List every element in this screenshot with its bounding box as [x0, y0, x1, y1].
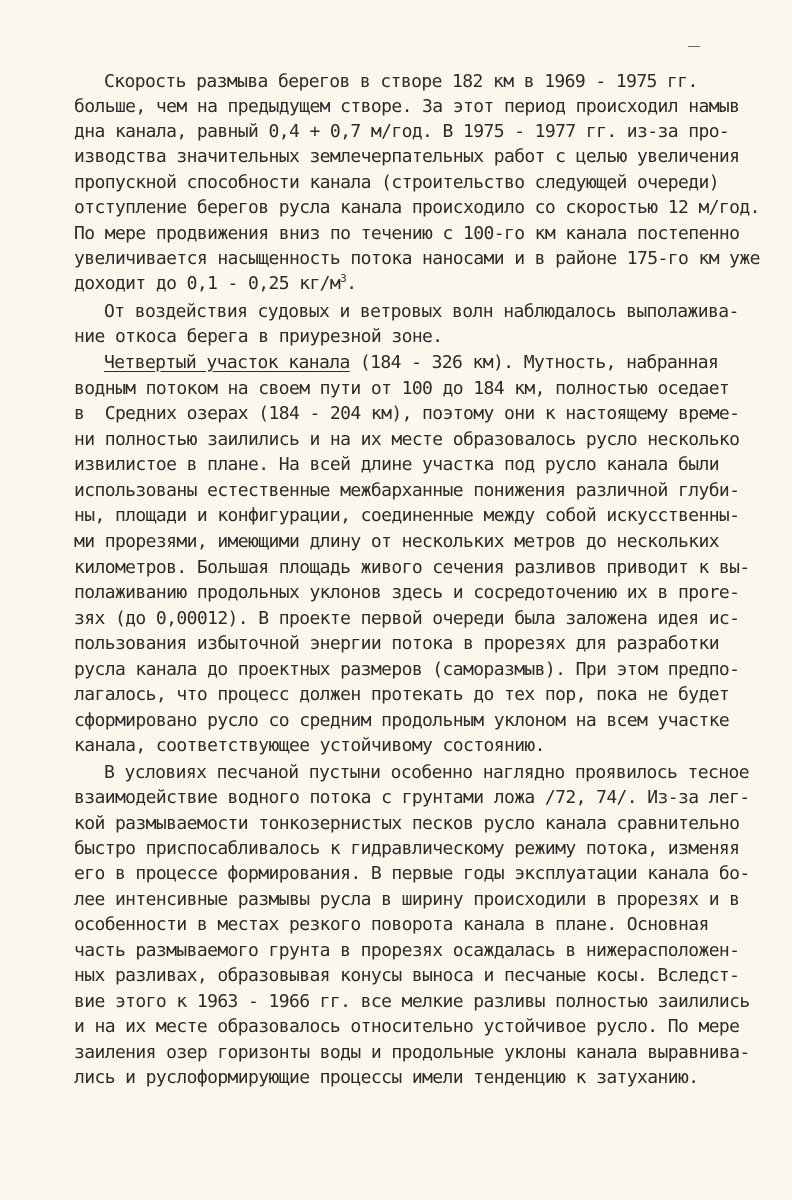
- text-line: километров. Большая площадь живого сечения разливов приводит к вы-: [74, 557, 750, 578]
- text-line: вие этого к 1963 - 1966 гг. все мелкие разливы полностью заилились: [74, 991, 750, 1012]
- text-line: увеличивается насыщенность потока наносами и в районе 175-го км уже: [74, 248, 760, 269]
- text-line: В условиях песчаной пустыни особенно наглядно проявилось тесное: [104, 762, 749, 783]
- text-line: больше, чем на предыдущем створе. За этот период происходил намыв: [74, 96, 740, 117]
- text-line: ны, площади и конфигурации, соединенные между собой искусственны-: [74, 505, 740, 526]
- corner-mark: [688, 46, 700, 47]
- text-line: особенности в местах резкого поворота канала в плане. Основная: [74, 914, 709, 935]
- section-heading: Четвертый участок канала: [104, 352, 350, 373]
- text-line: По мере продвижения вниз по течению с 100-го км канала постепенно: [74, 223, 740, 244]
- text-line: заиления озер горизонты воды и продольные уклоны канала выравнива-: [74, 1042, 750, 1063]
- text-line: использованы естественные межбарханные понижения различной глуби-: [74, 480, 740, 501]
- text-line: пропускной способности канала (строительство следующей очереди): [74, 172, 719, 193]
- text-line: ных разливах, образовывая конусы выноса и песчаные косы. Вследст-: [74, 965, 740, 986]
- text-line: сформировано русло со средним продольным уклоном на всем участке: [74, 710, 730, 731]
- text-line: Скорость размыва берегов в створе 182 км в 1969 - 1975 гг.: [104, 71, 698, 92]
- text-line: ние откоса берега в приурезной зоне.: [74, 326, 443, 347]
- text-line: быстро приспосабливалось к гидравлическому режиму потока, изменяя: [74, 838, 740, 859]
- text-line: лагалось, что процесс должен протекать до тех пор, пока не будет: [74, 684, 730, 705]
- text-line: полаживанию продольных уклонов здесь и сосредоточению их в прore-: [74, 582, 740, 603]
- superscript: 3: [340, 272, 347, 285]
- text-fragment: .: [346, 273, 357, 294]
- text-line: От воздействия судовых и ветровых волн наблюдалось выполажива-: [104, 301, 739, 322]
- text-line: и на их месте образовалось относительно устойчивое русло. По мере: [74, 1016, 740, 1037]
- text-line: лись и руслоформирующие процессы имели тенденцию к затуханию.: [74, 1067, 699, 1088]
- text-line: зях (до 0,00012). В проекте первой очереди была заложена идея ис-: [74, 608, 740, 629]
- text-line: ни полностью заилились и на их месте образовалось русло несколько: [74, 429, 740, 450]
- text-line: водным потоком на своем пути от 100 до 184 км, полностью оседает: [74, 378, 730, 399]
- text-line: часть размываемого грунта в прорезях осаждалась в нижерасположен-: [74, 940, 740, 961]
- text-line: ми прорезями, имеющими длину от нескольких метров до нескольких: [74, 531, 719, 552]
- text-line: пользования избыточной энергии потока в прорезях для разработки: [74, 633, 719, 654]
- text-line: канала, соответствующее устойчивому состоянию.: [74, 735, 545, 756]
- text-fragment: доходит до 0,1 - 0,25 кг/м: [74, 273, 341, 294]
- text-line: дна канала, равный 0,4 + 0,7 м/год. В 1975 - 1977 гг. из-за про-: [74, 121, 730, 142]
- text-line: [74, 272, 356, 296]
- text-line: кой размываемости тонкозернистых песков русло канала сравнительно: [74, 813, 740, 834]
- text-line: извилистое в плане. На всей длине участка под русло канала были: [74, 454, 719, 475]
- text-fragment: (184 - 326 км). Мутность, набранная: [349, 352, 719, 373]
- text-line: [104, 351, 718, 375]
- text-line: изводства значительных землечерпательных работ с целью увеличения: [74, 146, 740, 167]
- text-line: русла канала до проектных размеров (саморазмыв). При этом предпо-: [74, 659, 740, 680]
- text-line: лее интенсивные размывы русла в ширину происходили в прорезях и в: [74, 889, 740, 910]
- text-line: его в процессе формирования. В первые годы эксплуатации канала бо-: [74, 863, 750, 884]
- text-line: в Средних озерах (184 - 204 км), поэтому они к настоящему време-: [74, 403, 740, 424]
- text-line: взаимодействие водного потока с грунтами ложа /72, 74/. Из-за лег-: [74, 787, 750, 808]
- text-line: отступление берегов русла канала происходило со скоростью 12 м/год.: [74, 197, 760, 218]
